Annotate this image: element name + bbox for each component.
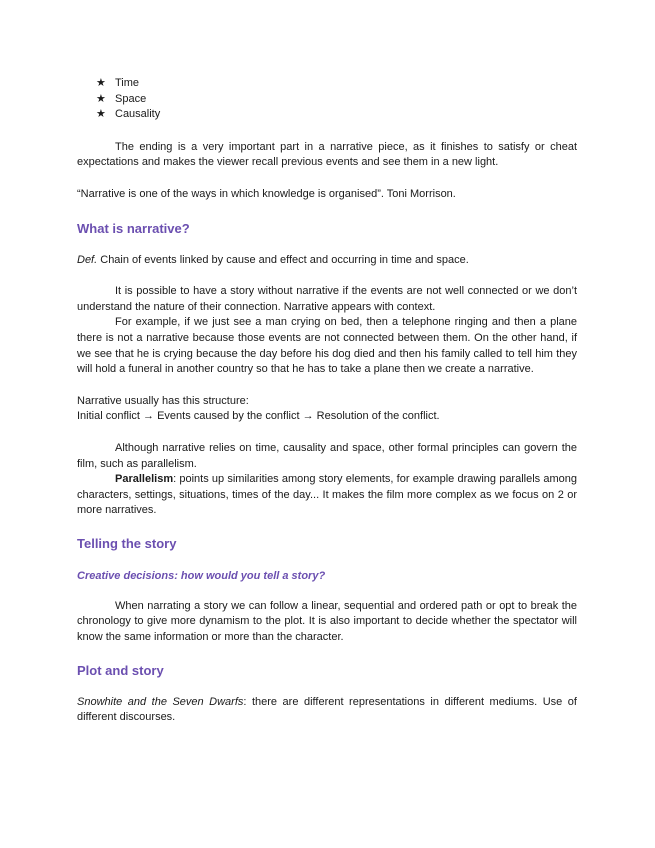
parallelism-text: : points up similarities among story elements, for example drawing parallels among characters, settings, situations, times of the day... It makes the film more complex as we focus on 2 or more narratives. (77, 473, 577, 517)
list-item (96, 76, 577, 92)
list-item (96, 107, 577, 123)
bullet-text: Time (115, 77, 140, 89)
morrison-quote: “Narrative is one of the ways in which knowledge is organised”. Toni Morrison. (77, 187, 456, 200)
page-content (77, 76, 577, 726)
subheading-creative-decisions: Creative decisions: how would you tell a story? (77, 569, 326, 582)
heading-what-is-narrative: What is narrative? (77, 220, 190, 236)
bullet-text: Space (115, 92, 147, 105)
ending-paragraph: The ending is a very important part in a narrative piece, as it finishes to satisfy or cheat expectations and makes the viewer recall previous events and see them in a new light. (77, 140, 577, 169)
heading-telling-the-story: Telling the story (77, 535, 177, 551)
definition (77, 253, 577, 269)
definition-text: Chain of events linked by cause and effect and occurring in time and space. (97, 253, 469, 266)
plot-paragraph (77, 695, 577, 726)
structure-line: Initial conflict → Events caused by the conflict → Resolution of the conflict. (77, 410, 440, 423)
narrative-paragraph-3: Although narrative relies on time, causality and space, other formal principles can govern the film, such as parallelism. (77, 441, 577, 470)
narrative-paragraph-2: For example, if we just see a man crying on bed, then a telephone ringing and then a plane there is not a narrative because those events are not connected between them. On the other hand, if we see that he is crying because the day before his dog died and then his family called to tell him they will hold a funeral in another country so that he has to take a plane then we create a narrative. (77, 316, 577, 376)
structure-intro: Narrative usually has this structure: (77, 394, 249, 407)
film-title: Snowhite and the Seven Dwarfs (77, 695, 244, 708)
star-icon: ★ (96, 108, 106, 121)
plot-text: : there are different representations in different mediums. Use of different discourses. (77, 695, 577, 724)
star-icon: ★ (96, 77, 106, 89)
parallelism-label: Parallelism (115, 473, 174, 486)
bullet-list (77, 76, 577, 123)
bullet-text: Causality (115, 108, 161, 121)
parallelism-paragraph (77, 472, 577, 519)
heading-plot-and-story: Plot and story (77, 662, 164, 678)
definition-label: Def. (77, 253, 98, 266)
telling-paragraph: When narrating a story we can follow a linear, sequential and ordered path or opt to break the chronology to give more dynamism to the plot. It is also important to decide whether the spectator will know the same information or more than the character. (77, 599, 577, 644)
narrative-paragraph-1: It is possible to have a story without narrative if the events are not well connected or we don’t understand the nature of their connection. Narrative appears with context. (77, 285, 577, 313)
list-item (96, 92, 577, 108)
star-icon: ★ (96, 92, 106, 105)
